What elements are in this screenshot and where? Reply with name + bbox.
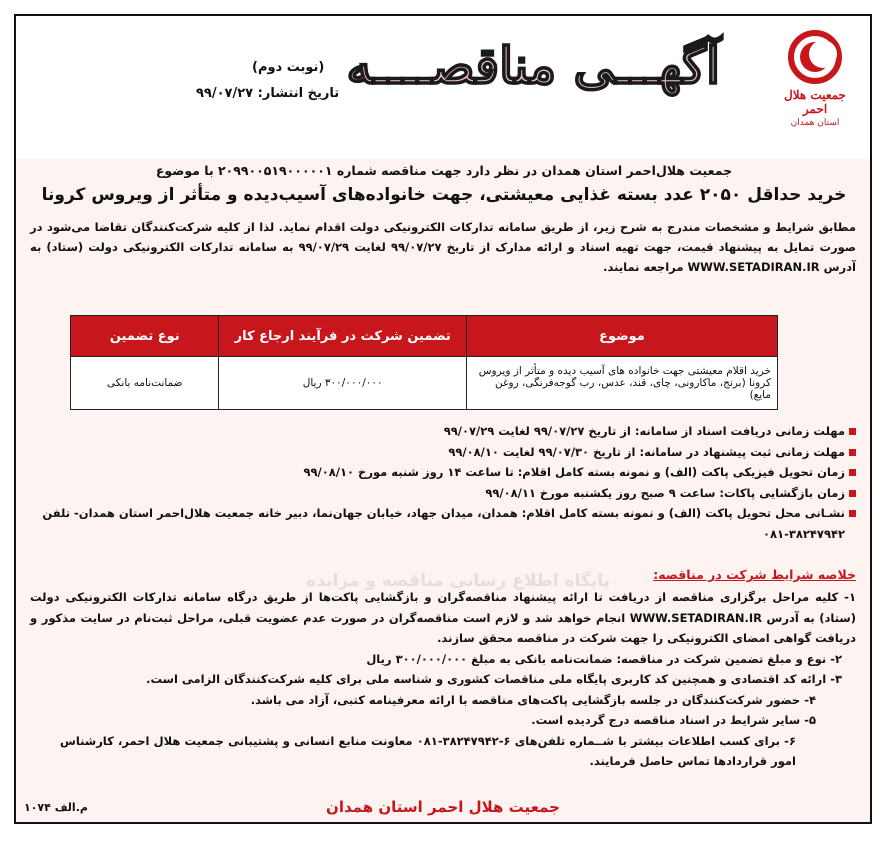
- list-item: ۳- ارائه کد اقتصادی و همچنین کد کاربری پایگاه ملی مناقصات کشوری و شناسه ملی برای کلیه شرکت‌کنندگان الزامی است.: [146, 672, 842, 686]
- table-row: [71, 357, 778, 410]
- bullet-icon: [849, 449, 856, 456]
- bullet-icon: [849, 510, 856, 517]
- signer-name: جمعیت هلال احمر استان همدان: [326, 798, 560, 816]
- list-item: مهلت زمانی ثبت پیشنهاد در سامانه: از تاریخ ۹۹/۰۷/۳۰ لغایت ۹۹/۰۸/۱۰: [30, 442, 856, 463]
- conditions-list: [30, 587, 856, 772]
- notice-frame: [14, 14, 872, 824]
- list-item: ۲- نوع و مبلغ تضمین شرکت در مناقصه: ضمانت‌نامه بانکی به مبلغ ۳۰۰/۰۰۰/۰۰۰ ریال: [366, 651, 842, 666]
- intro-paragraph: مطابق شرایط و مشخصات مندرج به شرح زیر، از طریق سامانه تدارکات الکترونیکی دولت اقدام نماید. لذا از کلیه شرکت‌کنندگان تقاضا می‌شود در صورت تمایل به پیشنهاد قیمت، جهت تهیه اسناد و ارائه مدارک از تاریخ ۹۹/۰۷/۲۷ لغایت ۹۹/۰۷/۲۹ به سامانه تدارکات الکترونیکی دولت (ستاد) به آدرس WWW.SETADIRAN.IR مراجعه نمایند.: [30, 220, 856, 274]
- list-item: ۱- کلیه مراحل برگزاری مناقصه از دریافت تا ارائه پیشنهاد مناقصه‌گران و بازگشایی پاکت‌ها از طریق درگاه سامانه تدارکات الکترونیکی دولت (ستاد) به آدرس WWW.SETADIRAN.IR انجام خواهد شد و لازم است مناقصه‌گران در صورت عدم عضویت قبلی، مراحل ثبت‌نام در سایت مذکور و دریافت گواهی امضای الکترونیکی را جهت شرکت در مناقصه محقق سازند.: [30, 590, 856, 645]
- list-item: مهلت زمانی دریافت اسناد از سامانه: از تاریخ ۹۹/۰۷/۲۷ لغایت ۹۹/۰۷/۲۹: [30, 421, 856, 442]
- bullet-icon: [849, 490, 856, 497]
- cell-guarantee-amount: ۳۰۰/۰۰۰/۰۰۰ ریال: [219, 357, 466, 410]
- notice-title: آگهـــی مناقصــــه: [346, 36, 720, 95]
- tender-subject: خرید حداقل ۲۰۵۰ عدد بسته غذایی معیشتی، جهت خانواده‌های آسیب‌دیده و متأثر از ویروس کرونا: [41, 185, 847, 205]
- header-guarantee-type: نوع تضمین: [71, 316, 219, 357]
- logo-name: جمعیت هلال احمر: [784, 88, 846, 116]
- header-guarantee-amount: تضمین شرکت در فرآیند ارجاع کار: [219, 316, 466, 357]
- cell-subject: خرید اقلام معیشتی جهت خانواده های آسیب دیده و متأثر از ویروس کرونا (برنج، ماکارونی، چای، قند، عدس، رب گوجه‌فرنگی، روغن مایع): [466, 357, 777, 410]
- crescent-icon: [788, 30, 842, 84]
- watermark-text: پایگاه اطلاع رسانی مناقصه و مزایده: [306, 571, 610, 591]
- intro-line: جمعیت هلال‌احمر استان همدان در نظر دارد جهت مناقصه شماره ۲۰۹۹۰۰۵۱۹۰۰۰۰۰۱ با موضوع: [155, 163, 733, 178]
- notice-header: [16, 16, 870, 159]
- notice-body: [16, 159, 870, 822]
- conditions-title: خلاصه شرایط شرکت در مناقصه:: [653, 567, 856, 582]
- list-item: ۴- حضور شرکت‌کنندگان در جلسه بازگشایی پاکت‌های مناقصه با ارائه معرفینامه کتبی، آزاد می باشد.: [250, 692, 816, 707]
- cell-guarantee-type: ضمانت‌نامه بانکی: [71, 357, 219, 410]
- publication-date: تاریخ انتشار: ۹۹/۰۷/۲۷: [196, 86, 340, 101]
- list-item: زمان تحویل فیزیکی پاکت (الف) و نمونه بسته کامل اقلام: تا ساعت ۱۴ روز شنبه مورخ ۹۹/۰۸/۱۰: [30, 462, 856, 483]
- table-header-row: [71, 316, 778, 357]
- logo-subtitle: استان همدان: [790, 118, 840, 128]
- deadline-list: [30, 421, 856, 544]
- header-subject: موضوع: [466, 316, 777, 357]
- list-item: زمان بازگشایی پاکات: ساعت ۹ صبح روز یکشنبه مورخ ۹۹/۰۸/۱۱: [30, 483, 856, 504]
- round-label: (نوبت دوم): [252, 60, 325, 75]
- notice-code: م.الف ۱۰۷۴: [24, 801, 88, 814]
- tender-table: [70, 315, 778, 410]
- list-item: ۶- برای کسب اطلاعات بیشتر با شــماره تلفن‌های ۶-۳۸۲۴۷۹۴۲-۰۸۱ معاونت منابع انسانی و پشتیبانی جمعیت هلال احمر، کارشناس امور قراردادها تماس حاصل فرمایند.: [60, 733, 796, 768]
- bullet-icon: [849, 428, 856, 435]
- red-crescent-logo: [778, 30, 852, 128]
- bullet-icon: [849, 469, 856, 476]
- list-item: نشـانی محل تحویل پاکت (الف) و نمونه بسته کامل اقلام: همدان، میدان جهاد، خیابان جهان‌نما، دبیر خانه جمعیت هلال‌احمر استان همدان- تلفن ۳۸۲۴۷۹۴۲-۰۸۱: [30, 503, 856, 544]
- list-item: ۵- سایر شرایط در اسناد مناقصه درج گردیده است.: [531, 713, 816, 727]
